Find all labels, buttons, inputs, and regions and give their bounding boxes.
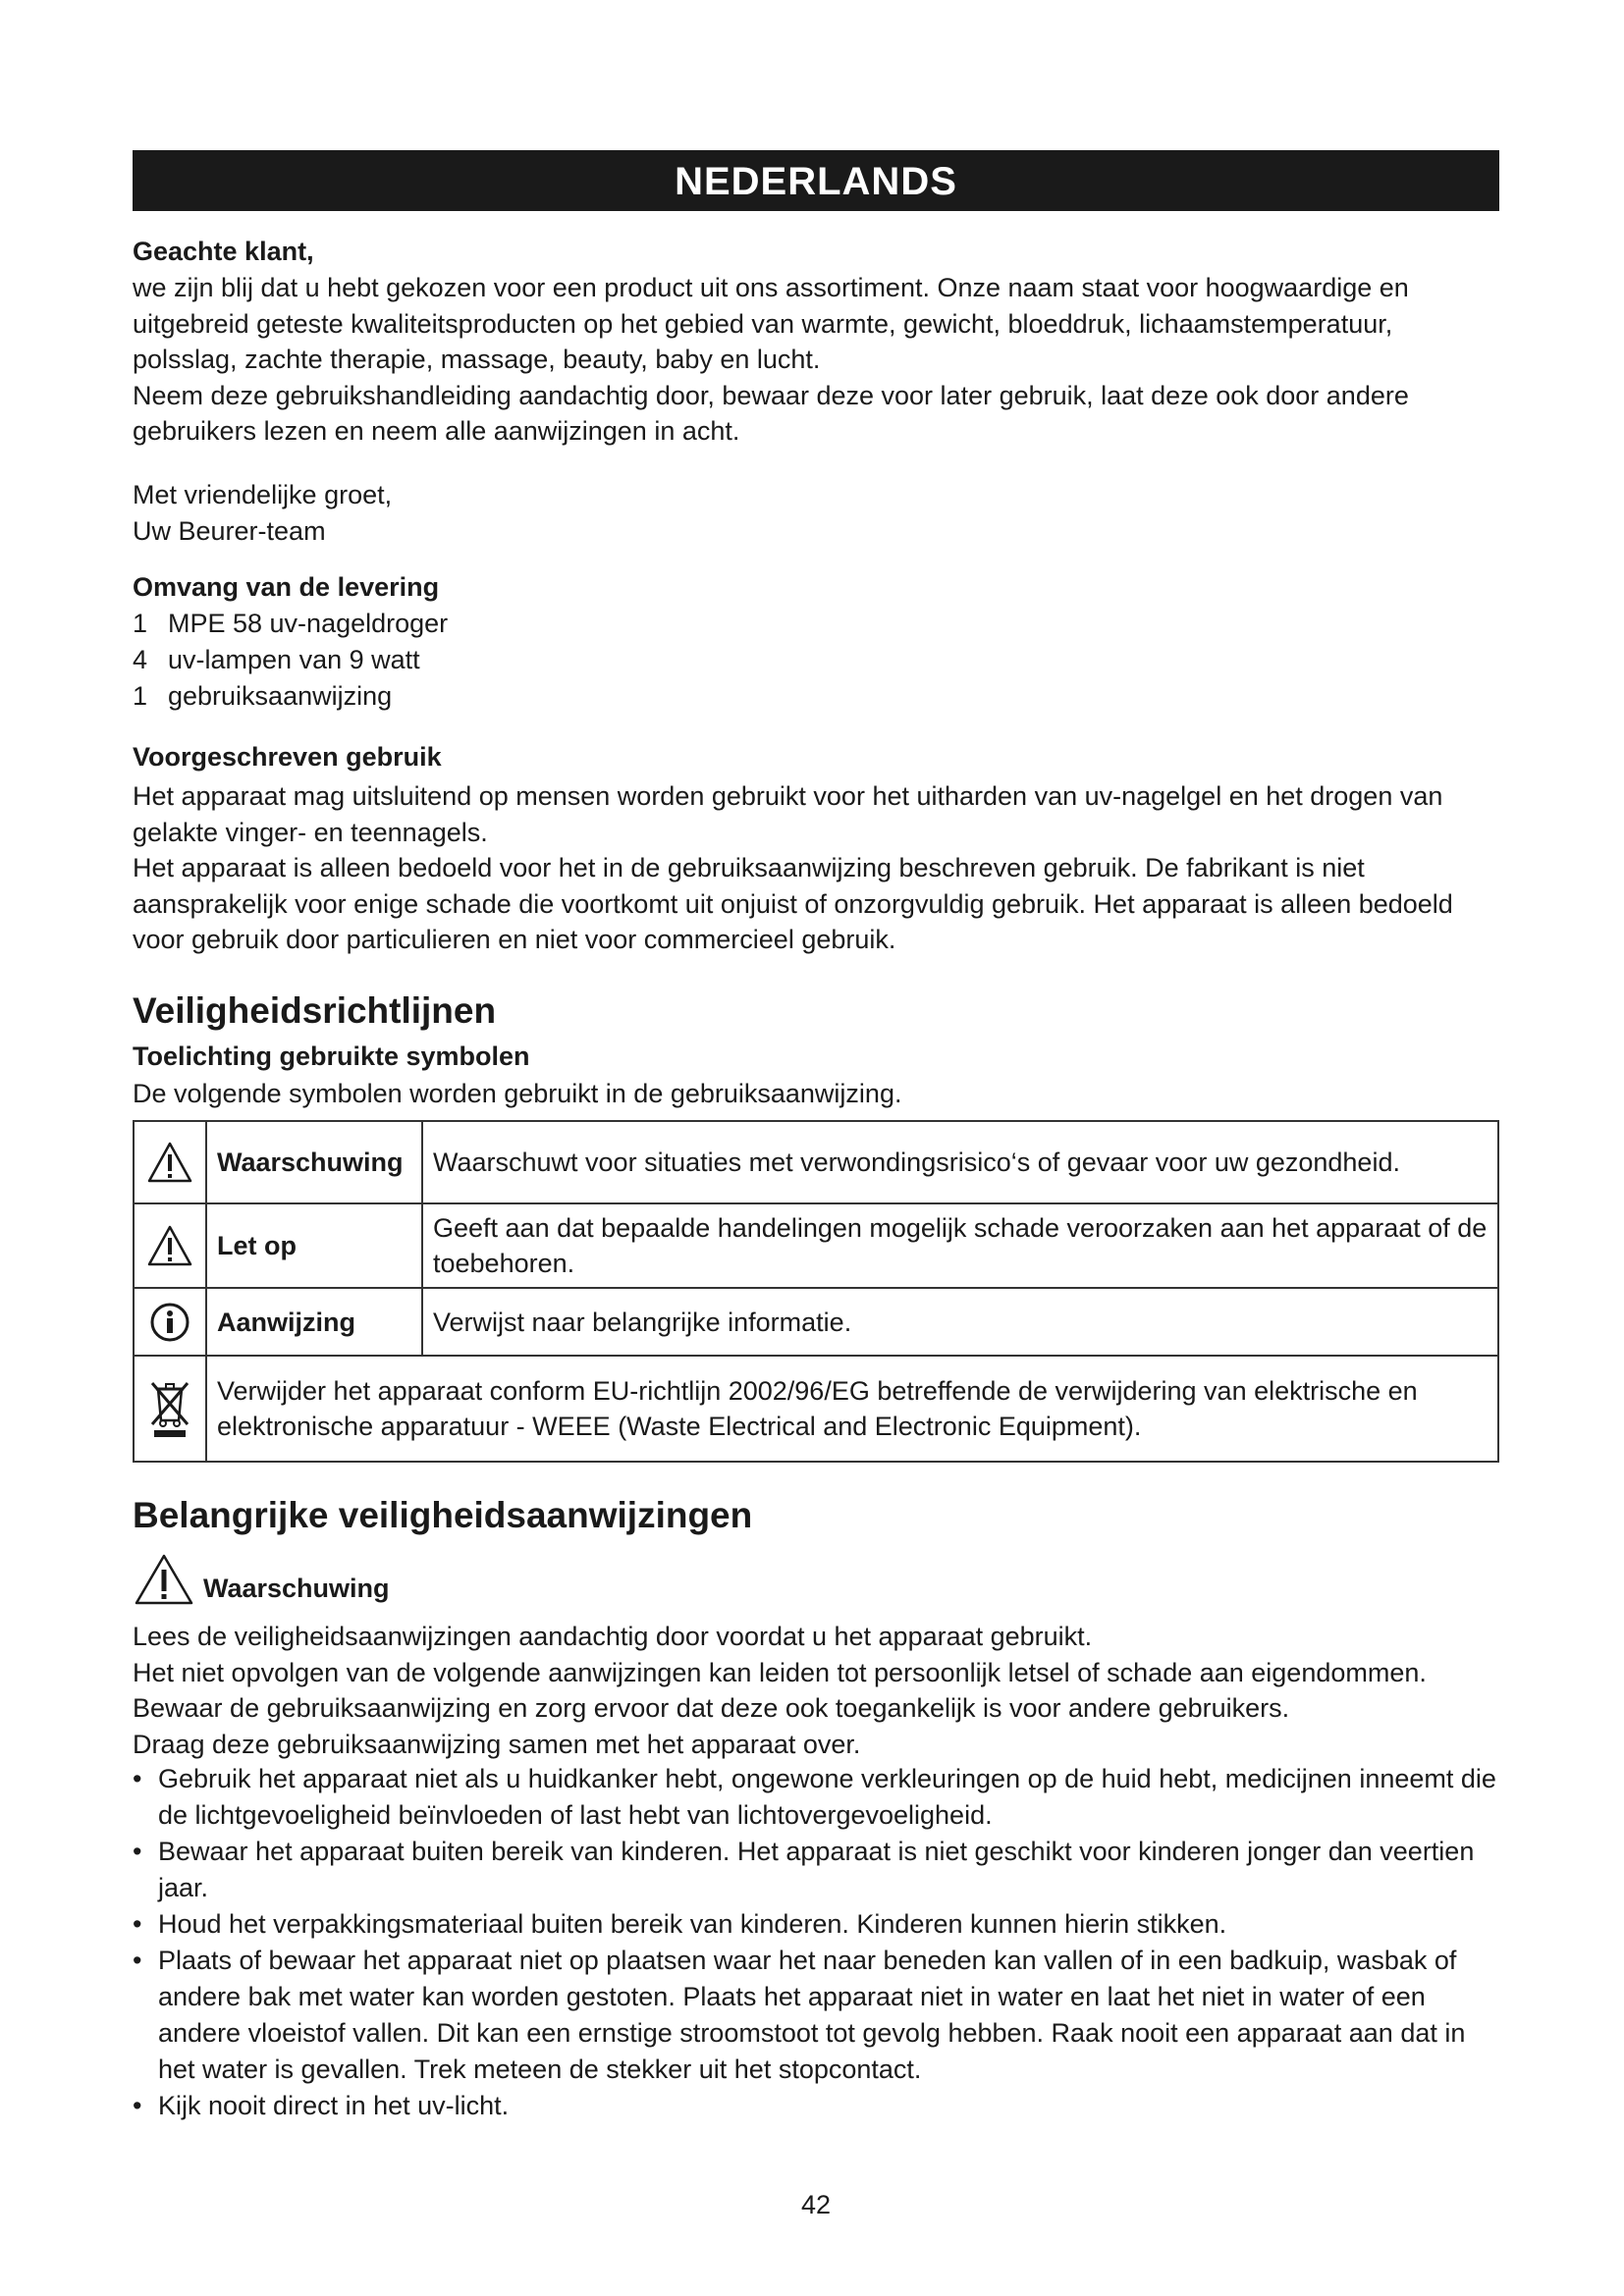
warning-header xyxy=(133,1552,390,1612)
intended-use-paragraph-1: Het apparaat mag uitsluitend op mensen worden gebruikt voor het uitharden van uv-nagelgel en het drogen van gelakte vinger- en teennagels. xyxy=(133,781,1443,847)
symbols-intro: De volgende symbolen worden gebruikt in de gebruiksaanwijzing. xyxy=(133,1079,902,1108)
closing-line-2: Uw Beurer-team xyxy=(133,515,326,546)
greeting-heading: Geachte klant, xyxy=(133,237,314,266)
warning-label: Waarschuwing xyxy=(203,1574,390,1603)
crossed-bin-icon xyxy=(134,1356,206,1462)
info-circle-icon xyxy=(134,1288,206,1356)
table-row xyxy=(134,1356,1498,1462)
symbol-description: Verwijder het apparaat conform EU-richtlijn 2002/96/EG betreffende de verwijdering van elektrische en elektronische apparatuur - WEEE (Waste Electrical and Electronic Equipment). xyxy=(206,1356,1498,1462)
bullet-icon: • xyxy=(133,2091,142,2120)
item-qty: 4 xyxy=(133,645,148,674)
greeting-paragraph-1: we zijn blij dat u hebt gekozen voor een product uit ons assortiment. Onze naam staat voor hoogwaardige en uitgebreid geteste kwaliteitsproducten op het gebied van warmte, gewicht, bloeddruk, lichaamstemperatuur, polsslag, zachte therapie, massage, beauty, baby en lucht. xyxy=(133,273,1409,374)
bullet-icon: • xyxy=(133,1764,142,1793)
bullet-icon: • xyxy=(133,1837,142,1866)
table-row xyxy=(134,1203,1498,1288)
list-item xyxy=(133,678,448,715)
table-row xyxy=(134,1288,1498,1356)
list-item xyxy=(133,1761,1499,1834)
warning-triangle-icon xyxy=(134,1121,206,1203)
warning-triangle-icon xyxy=(133,1552,195,1612)
list-item xyxy=(133,1943,1499,2088)
symbols-subheading: Toelichting gebruikte symbolen xyxy=(133,1041,530,1071)
symbol-label: Waarschuwing xyxy=(206,1121,422,1203)
warning-triangle-icon xyxy=(134,1203,206,1288)
list-item xyxy=(133,606,448,642)
symbol-label: Aanwijzing xyxy=(206,1288,422,1356)
item-text: uv-lampen van 9 watt xyxy=(168,645,420,674)
table-row xyxy=(134,1121,1498,1203)
item-text: gebruiksaanwijzing xyxy=(168,681,393,711)
symbols-table xyxy=(133,1120,1499,1463)
bullet-text: Kijk nooit direct in het uv-licht. xyxy=(158,2091,510,2120)
symbol-label: Let op xyxy=(206,1203,422,1288)
symbol-description: Geeft aan dat bepaalde handelingen mogelijk schade veroorzaken aan het apparaat of de toebehoren. xyxy=(422,1203,1498,1288)
page-number: 42 xyxy=(800,2190,832,2219)
delivery-heading: Omvang van de levering xyxy=(133,572,440,602)
closing-line-1: Met vriendelijke groet, xyxy=(133,480,393,509)
intended-use-heading: Voorgeschreven gebruik xyxy=(133,742,442,772)
intro-line: Draag deze gebruiksaanwijzing samen met het apparaat over. xyxy=(133,1729,861,1759)
item-qty: 1 xyxy=(133,681,148,711)
language-banner: NEDERLANDS xyxy=(133,150,1499,211)
important-intro xyxy=(133,1619,1499,1762)
closing xyxy=(133,477,1499,549)
safety-bullet-list xyxy=(133,1761,1499,2124)
intro-line: Het niet opvolgen van de volgende aanwijzingen kan leiden tot persoonlijk letsel of schade aan eigendommen. Bewaar de gebruiksaanwijzing en zorg ervoor dat deze ook toegankelijk is voor andere gebruikers. xyxy=(133,1657,1427,1723)
greeting-text xyxy=(133,270,1499,450)
bullet-text: Plaats of bewaar het apparaat niet op plaatsen waar het naar beneden kan vallen of in een badkuip, wasbak of andere bak met water kan worden gestoten. Plaats het apparaat niet in water en laat het niet in water of een andere vloeistof vallen. Dit kan een ernstige stroomstoot tot gevolg hebben. Raak nooit een apparaat aan dat in het water is gevallen. Trek meteen de stekker uit het stopcontact. xyxy=(158,1946,1466,2084)
intro-line: Lees de veiligheidsaanwijzingen aandachtig door voordat u het apparaat gebruikt. xyxy=(133,1622,1093,1651)
important-heading: Belangrijke veiligheidsaanwijzingen xyxy=(133,1495,753,1535)
list-item xyxy=(133,642,448,678)
safety-heading: Veiligheidsrichtlijnen xyxy=(133,990,497,1031)
symbol-description: Verwijst naar belangrijke informatie. xyxy=(422,1288,1498,1356)
item-qty: 1 xyxy=(133,609,148,638)
bullet-text: Bewaar het apparaat buiten bereik van kinderen. Het apparaat is niet geschikt voor kinderen jonger dan veertien jaar. xyxy=(158,1837,1475,1902)
delivery-list xyxy=(133,606,448,715)
bullet-icon: • xyxy=(133,1946,142,1975)
list-item xyxy=(133,2088,1499,2124)
intended-use-text xyxy=(133,778,1499,958)
list-item xyxy=(133,1834,1499,1906)
bullet-icon: • xyxy=(133,1909,142,1939)
list-item xyxy=(133,1906,1499,1943)
symbol-description: Waarschuwt voor situaties met verwondingsrisico‘s of gevaar voor uw gezondheid. xyxy=(422,1121,1498,1203)
greeting-paragraph-2: Neem deze gebruikshandleiding aandachtig door, bewaar deze voor later gebruik, laat deze ook door andere gebruikers lezen en neem alle aanwijzingen in acht. xyxy=(133,380,1409,446)
item-text: MPE 58 uv-nageldroger xyxy=(168,609,449,638)
bullet-text: Houd het verpakkingsmateriaal buiten bereik van kinderen. Kinderen kunnen hierin stikken. xyxy=(158,1909,1227,1939)
intended-use-paragraph-2: Het apparaat is alleen bedoeld voor het in de gebruiksaanwijzing beschreven gebruik. De fabrikant is niet aansprakelijk voor enige schade die voortkomt uit onjuist of onzorgvuldig gebruik. Het apparaat is alleen bedoeld voor gebruik door particulieren en niet voor commercieel gebruik. xyxy=(133,853,1453,954)
bullet-text: Gebruik het apparaat niet als u huidkanker hebt, ongewone verkleuringen op de huid hebt, medicijnen inneemt die de lichtgevoeligheid beïnvloeden of last hebt van lichtovergevoeligheid. xyxy=(158,1764,1496,1830)
